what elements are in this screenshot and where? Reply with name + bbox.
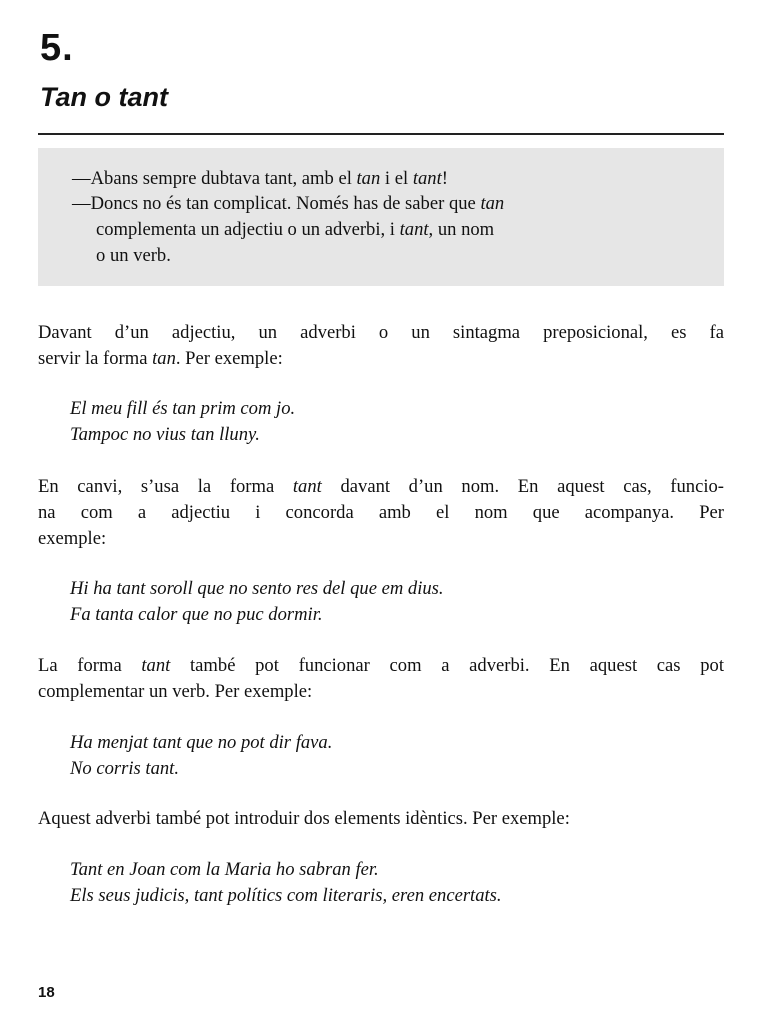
example-line: Hi ha tant soroll que no sento res del que em dius. — [70, 578, 444, 599]
dialogue-line-3: complementa un adjectiu o un adverbi, i tant, un nom — [96, 219, 495, 240]
title-divider — [38, 133, 724, 135]
dialogue-line-4: o un verb. — [96, 245, 171, 266]
example-line: No corris tant. — [70, 758, 179, 779]
page-number: 18 — [38, 984, 55, 1001]
paragraph-adjective-use — [38, 320, 724, 372]
paragraph-line: na com a adjectiu i concorda amb el nom que acompanya. Per — [38, 502, 724, 523]
paragraph-line: exemple: — [38, 528, 107, 549]
paragraph-noun-use — [38, 474, 724, 552]
paragraph-adverb-use — [38, 653, 724, 705]
example-line: Ha menjat tant que no pot dir fava. — [70, 732, 333, 753]
dialogue-line-2: —Doncs no és tan complicat. Només has de saber que tan — [72, 193, 505, 214]
chapter-title: Tan o tant — [40, 82, 168, 112]
paragraph-line: Davant d’un adjectiu, un adverbi o un sintagma preposicional, es fa — [38, 322, 724, 343]
paragraph-line: Aquest adverbi també pot introduir dos elements idèntics. Per exemple: — [38, 808, 570, 829]
example-line: Fa tanta calor que no puc dormir. — [70, 604, 323, 625]
chapter-number: 5. — [40, 27, 74, 69]
paragraph-line: La forma tant també pot funcionar com a adverbi. En aquest cas pot — [38, 655, 724, 676]
example-line: Tampoc no vius tan lluny. — [70, 424, 260, 445]
paragraph-line: En canvi, s’usa la forma tant davant d’un nom. En aquest cas, funcio- — [38, 476, 724, 497]
example-line: Tant en Joan com la Maria ho sabran fer. — [70, 859, 379, 880]
paragraph-identical-elements — [38, 806, 724, 832]
paragraph-line: servir la forma tan. Per exemple: — [38, 348, 283, 369]
paragraph-line: complementar un verb. Per exemple: — [38, 681, 313, 702]
dialogue-line-1: —Abans sempre dubtava tant, amb el tan i el tant! — [72, 168, 448, 189]
example-line: El meu fill és tan prim com jo. — [70, 398, 296, 419]
example-line: Els seus judicis, tant polítics com literaris, eren encertats. — [70, 885, 502, 906]
